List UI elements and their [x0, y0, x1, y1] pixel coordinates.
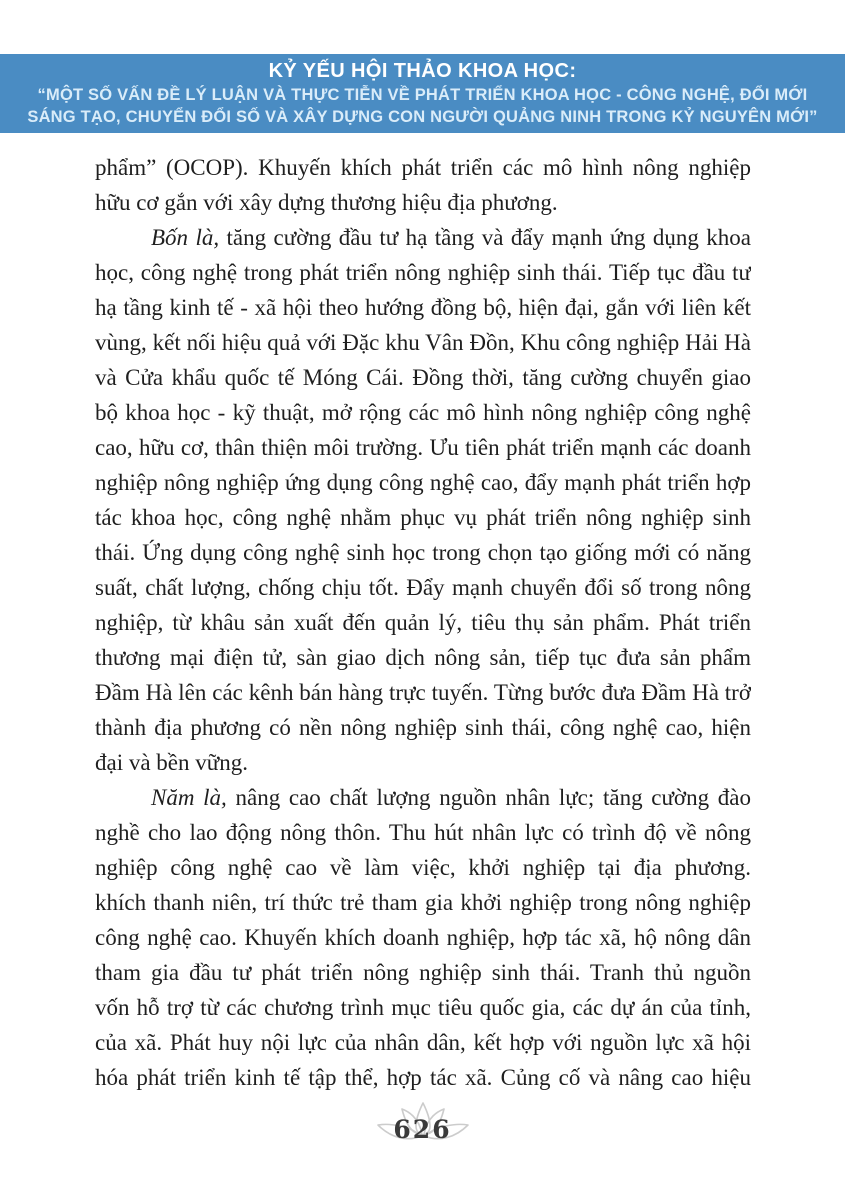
- text-line: suất, chất lượng, chống chịu tốt. Đẩy mạnh chuyển đổi số trong nông: [95, 575, 751, 600]
- text-line: cao, hữu cơ, thân thiện môi trường. Ưu tiên phát triển mạnh các doanh: [95, 435, 751, 460]
- text-line: nghiệp công nghệ cao về làm việc, khởi nghiệp tại địa phương.: [95, 855, 751, 880]
- page-number: 626: [393, 1115, 452, 1144]
- text-line: nghề cho lao động nông thôn. Thu hút nhân lực có trình độ về nông: [95, 820, 751, 845]
- text-line: vốn hỗ trợ từ các chương trình mục tiêu quốc gia, các dự án của tỉnh,: [95, 995, 751, 1020]
- text-line: tác khoa học, công nghệ nhằm phục vụ phát triển nông nghiệp sinh: [95, 505, 751, 530]
- conference-title-line-2: SÁNG TẠO, CHUYỂN ĐỔI SỐ VÀ XÂY DỰNG CON NGƯỜI QUẢNG NINH TRONG KỶ NGUYÊN MỚI”: [27, 108, 818, 126]
- text-line: khích thanh niên, trí thức trẻ tham gia khởi nghiệp trong nông nghiệp: [95, 890, 751, 915]
- text-line: thành địa phương có nền nông nghiệp sinh thái, công nghệ cao, hiện: [95, 715, 751, 740]
- text-line: hạ tầng kinh tế - xã hội theo hướng đồng bộ, hiện đại, gắn với liên kết: [95, 295, 751, 320]
- text-line: và Cửa khẩu quốc tế Móng Cái. Đồng thời, tăng cường chuyển giao: [95, 365, 751, 390]
- text-line: đại và bền vững.: [95, 750, 248, 775]
- paragraph-lead-italic: Năm là,: [151, 785, 227, 810]
- text-line: công nghệ cao. Khuyến khích doanh nghiệp, hợp tác xã, hộ nông dân: [95, 925, 751, 950]
- series-title: KỶ YẾU HỘI THẢO KHOA HỌC:: [268, 60, 577, 82]
- text-line: phẩm” (OCOP). Khuyến khích phát triển các mô hình nông nghiệp: [95, 155, 751, 180]
- text-line: Năm là, nâng cao chất lượng nguồn nhân lực; tăng cường đào: [151, 785, 751, 810]
- text-line: hóa phát triển kinh tế tập thể, hợp tác xã. Củng cố và nâng cao hiệu: [95, 1065, 751, 1090]
- text-line: học, công nghệ trong phát triển nông nghiệp sinh thái. Tiếp tục đầu tư: [95, 260, 751, 285]
- lotus-page-number: [371, 1100, 475, 1154]
- text-line: nghiệp, từ khâu sản xuất đến quản lý, tiêu thụ sản phẩm. Phát triển: [95, 610, 751, 635]
- text-line: Đầm Hà lên các kênh bán hàng trực tuyến. Từng bước đưa Đầm Hà trở: [95, 680, 751, 705]
- conference-title-line-1: “MỘT SỐ VẤN ĐỀ LÝ LUẬN VÀ THỰC TIỄN VỀ PHÁT TRIỂN KHOA HỌC - CÔNG NGHỆ, ĐỔI MỚI: [37, 86, 808, 104]
- text-line: Bốn là, tăng cường đầu tư hạ tầng và đẩy mạnh ứng dụng khoa: [151, 225, 751, 250]
- text-line: vùng, kết nối hiệu quả với Đặc khu Vân Đồn, Khu công nghiệp Hải Hà: [95, 330, 751, 355]
- text-line: thương mại điện tử, sàn giao dịch nông sản, tiếp tục đưa sản phẩm: [95, 645, 751, 670]
- text-line: nghiệp nông nghiệp ứng dụng công nghệ cao, đẩy mạnh phát triển hợp: [95, 470, 751, 495]
- page-footer: [0, 1100, 845, 1154]
- text-line: tham gia đầu tư phát triển nông nghiệp sinh thái. Tranh thủ nguồn: [95, 960, 751, 985]
- text-line: thái. Ứng dụng công nghệ sinh học trong chọn tạo giống mới có năng: [95, 540, 751, 565]
- text-line: bộ khoa học - kỹ thuật, mở rộng các mô hình nông nghiệp công nghệ: [95, 400, 751, 425]
- paragraph-lead-italic: Bốn là,: [151, 225, 220, 250]
- conference-header-banner: [0, 54, 845, 133]
- body-text: [95, 150, 751, 1095]
- text-line: của xã. Phát huy nội lực của nhân dân, kết hợp với nguồn lực xã hội: [95, 1030, 751, 1055]
- text-line: hữu cơ gắn với xây dựng thương hiệu địa phương.: [95, 190, 558, 215]
